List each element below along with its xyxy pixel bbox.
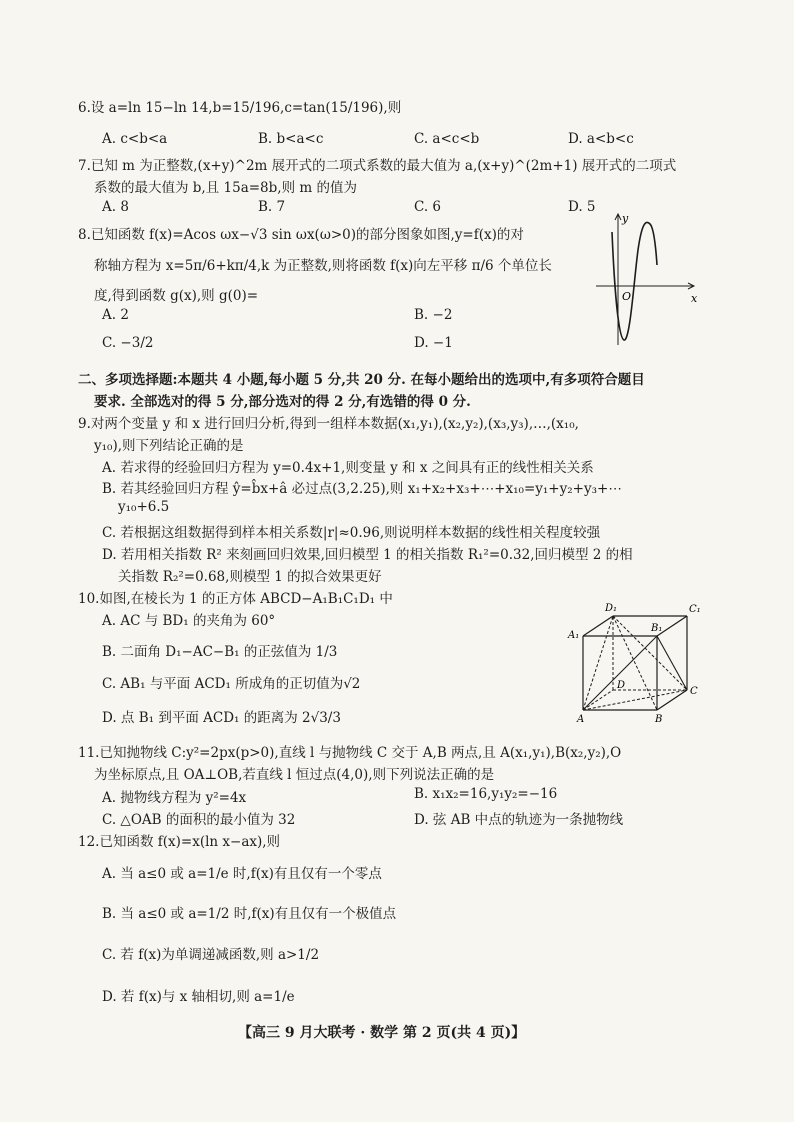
graph-curve bbox=[612, 222, 657, 340]
graph-origin-label: O bbox=[622, 290, 632, 303]
q6-option-b: B. b<a<c bbox=[258, 131, 324, 147]
q10-option-c: C. AB₁ 与平面 ACD₁ 所成角的正切值为√2 bbox=[102, 676, 361, 692]
q7-stem-line1: 7.已知 m 为正整数,(x+y)^2m 展开式的二项式系数的最大值为 a,(x+y)^(2m+1) 展开式的二项式 bbox=[78, 158, 677, 174]
q6-option-d: D. a<b<c bbox=[568, 131, 634, 147]
q9-stem-line2: y₁₀),则下列结论正确的是 bbox=[94, 438, 244, 454]
label-c: C bbox=[690, 686, 698, 697]
q12-stem: 12.已知函数 f(x)=x(ln x−ax),则 bbox=[78, 834, 281, 850]
q9-option-c: C. 若根据这组数据得到样本相关系数|r|≈0.96,则说明样本数据的线性相关程度较强 bbox=[102, 525, 601, 541]
section2-heading-line2: 要求. 全部选对的得 5 分,部分选对的得 2 分,有选错的得 0 分. bbox=[94, 394, 471, 410]
q10-option-a: A. AC 与 BD₁ 的夹角为 60° bbox=[102, 613, 276, 629]
label-a: A bbox=[577, 714, 585, 725]
q10-option-b: B. 二面角 D₁−AC−B₁ 的正弦值为 1/3 bbox=[102, 644, 338, 660]
q6-option-a: A. c<b<a bbox=[102, 131, 168, 147]
q11-stem-line1: 11.已知抛物线 C:y²=2px(p>0),直线 l 与抛物线 C 交于 A,B 两点,且 A(x₁,y₁),B(x₂,y₂),O bbox=[78, 745, 622, 761]
q8-stem-line1: 8.已知函数 f(x)=Acos ωx−√3 sin ωx(ω>0)的部分图象如图,y=f(x)的对 bbox=[78, 227, 524, 243]
graph-y-label: y bbox=[622, 212, 629, 225]
q7-option-b: B. 7 bbox=[258, 199, 286, 215]
q8-stem-line2: 称轴方程为 x=5π/6+kπ/4,k 为正整数,则将函数 f(x)向左平移 π/6 个单位长 bbox=[94, 258, 552, 274]
q12-option-b: B. 当 a≤0 或 a=1/2 时,f(x)有且仅有一个极值点 bbox=[102, 906, 397, 922]
q9-stem-line1: 9.对两个变量 y 和 x 进行回归分析,得到一组样本数据(x₁,y₁),(x₂,y₂),(x₃,y₃),…,(x₁₀, bbox=[78, 416, 579, 432]
q7-stem-line2: 系数的最大值为 b,且 15a=8b,则 m 的值为 bbox=[94, 180, 357, 196]
q8-option-a: A. 2 bbox=[102, 307, 129, 323]
label-a1: A₁ bbox=[568, 630, 580, 641]
q10-cube-figure bbox=[565, 600, 705, 728]
label-d: D bbox=[617, 680, 626, 691]
q12-option-a: A. 当 a≤0 或 a=1/e 时,f(x)有且仅有一个零点 bbox=[102, 866, 382, 882]
q9-option-b-line2: y₁₀+6.5 bbox=[118, 499, 170, 515]
q7-option-d: D. 5 bbox=[568, 199, 596, 215]
q11-option-d: D. 弦 AB 中点的轨迹为一条抛物线 bbox=[414, 812, 624, 828]
q12-option-d: D. 若 f(x)与 x 轴相切,则 a=1/e bbox=[102, 989, 295, 1005]
q10-option-d: D. 点 B₁ 到平面 ACD₁ 的距离为 2√3/3 bbox=[102, 710, 341, 726]
label-b: B bbox=[655, 714, 663, 725]
label-b1: B₁ bbox=[651, 623, 663, 634]
diag-ad1 bbox=[583, 616, 613, 710]
edge-a1d1 bbox=[583, 616, 613, 636]
label-d1: D₁ bbox=[605, 603, 618, 614]
diag-b1c bbox=[657, 636, 687, 690]
diag-ab1 bbox=[583, 636, 657, 710]
q7-option-c: C. 6 bbox=[414, 199, 442, 215]
q11-option-c: C. △OAB 的面积的最小值为 32 bbox=[102, 812, 296, 828]
q10-stem: 10.如图,在棱长为 1 的正方体 ABCD−A₁B₁C₁D₁ 中 bbox=[78, 591, 393, 607]
label-c1: C₁ bbox=[689, 604, 701, 615]
q9-option-a: A. 若求得的经验回归方程为 y=0.4x+1,则变量 y 和 x 之间具有正的线性相关关系 bbox=[102, 460, 594, 476]
q6-stem: 6.设 a=ln 15−ln 14,b=15/196,c=tan(15/196),则 bbox=[78, 100, 402, 116]
q6-option-c: C. a<c<b bbox=[414, 131, 480, 147]
q11-option-a: A. 抛物线方程为 y²=4x bbox=[102, 790, 247, 806]
q9-option-d-line1: D. 若用相关指数 R² 来刻画回归效果,回归模型 1 的相关指数 R₁²=0.32,回归模型 2 的相 bbox=[102, 547, 633, 563]
graph-x-label: x bbox=[691, 292, 698, 305]
q8-option-c: C. −3/2 bbox=[102, 335, 154, 351]
page-footer: 【高三 9 月大联考 · 数学 第 2 页(共 4 页)】 bbox=[238, 1025, 526, 1041]
q8-stem-line3: 度,得到函数 g(x),则 g(0)= bbox=[94, 288, 259, 304]
q11-option-b: B. x₁x₂=16,y₁y₂=−16 bbox=[414, 786, 558, 802]
diag-d1c bbox=[613, 616, 687, 690]
q8-option-b: B. −2 bbox=[414, 307, 453, 323]
q9-option-b-line1: B. 若其经验回归方程 ŷ=b̂x+â 必过点(3,2.25),则 x₁+x₂+x₃+⋯+x₁₀=y₁+y₂+y₃+⋯ bbox=[102, 481, 622, 497]
q12-option-c: C. 若 f(x)为单调递减函数,则 a>1/2 bbox=[102, 947, 320, 963]
section2-heading-line1: 二、多项选择题:本题共 4 小题,每小题 5 分,共 20 分. 在每小题给出的选项中,有多项符合题目 bbox=[78, 372, 645, 388]
q9-option-d-line2: 关指数 R₂²=0.68,则模型 1 的拟合效果更好 bbox=[118, 569, 382, 585]
q8-option-d: D. −1 bbox=[414, 335, 453, 351]
q11-stem-line2: 为坐标原点,且 OA⊥OB,若直线 l 恒过点(4,0),则下列说法正确的是 bbox=[94, 767, 495, 783]
q8-cosine-graph bbox=[594, 210, 700, 350]
q7-option-a: A. 8 bbox=[102, 199, 129, 215]
